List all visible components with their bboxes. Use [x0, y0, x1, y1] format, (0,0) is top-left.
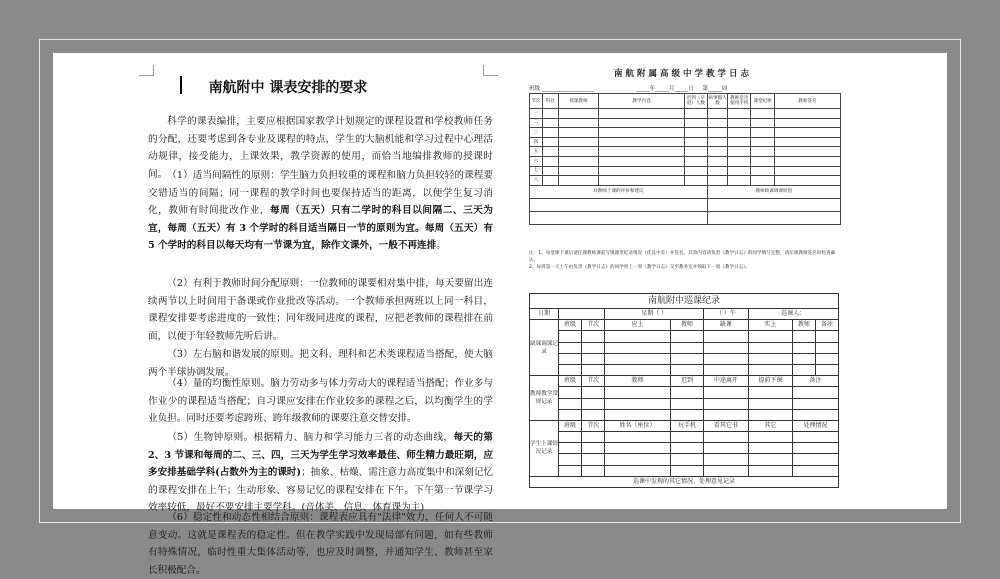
record-column-header: 班级: [559, 376, 582, 387]
record-entry-cell[interactable]: [670, 342, 704, 353]
record-entry-cell[interactable]: [605, 353, 671, 364]
log-entry-cell[interactable]: [707, 166, 728, 176]
log-absence-reason-cell[interactable]: [707, 211, 840, 224]
record-entry-cell[interactable]: [559, 443, 582, 454]
log-entry-cell[interactable]: [728, 147, 751, 157]
record-entry-cell[interactable]: [605, 342, 671, 353]
record-entry-cell[interactable]: [559, 387, 582, 398]
record-entry-cell[interactable]: [815, 364, 838, 375]
log-column-header: 课堂纪律: [751, 94, 775, 109]
log-absence-reason-cell[interactable]: [707, 198, 840, 211]
log-entry-cell[interactable]: [599, 156, 685, 166]
record-entry-cell[interactable]: [670, 443, 704, 454]
record-entry-cell[interactable]: [605, 465, 671, 476]
log-entry-cell[interactable]: [684, 147, 707, 157]
log-entry-cell[interactable]: [558, 128, 598, 138]
section-label: 学生上课情况记录: [530, 420, 559, 476]
section-label: 教师教学常规记录: [530, 376, 559, 421]
log-entry-cell[interactable]: [684, 166, 707, 176]
record-entry-cell[interactable]: [559, 465, 582, 476]
record-column-header: 迟到: [670, 376, 704, 387]
log-entry-cell[interactable]: [542, 176, 558, 186]
record-entry-cell[interactable]: [704, 342, 748, 353]
log-entry-cell[interactable]: [542, 147, 558, 157]
log-entry-cell[interactable]: [751, 147, 775, 157]
log-period-cell: 一: [530, 109, 543, 119]
log-entry-cell[interactable]: [751, 156, 775, 166]
log-entry-cell[interactable]: [558, 176, 598, 186]
record-column-header: 班级: [559, 320, 582, 331]
record-column-header: 缺课: [704, 320, 748, 331]
record-entry-cell[interactable]: [605, 331, 671, 342]
record-entry-cell[interactable]: [582, 364, 605, 375]
log-column-header: 教学内容: [599, 94, 685, 109]
record-entry-cell[interactable]: [582, 409, 605, 420]
record-entry-cell[interactable]: [670, 465, 704, 476]
record-entry-cell[interactable]: [704, 454, 748, 465]
record-entry-cell[interactable]: [748, 353, 792, 364]
schedule-requirements-document: [53, 53, 523, 576]
log-period-cell: 四: [530, 137, 543, 147]
log-entry-cell[interactable]: [728, 128, 751, 138]
log-entry-cell[interactable]: [707, 109, 728, 119]
record-footer: 巡课中发现的其它情况、处理意见记录: [530, 476, 839, 487]
record-entry-cell[interactable]: [704, 443, 748, 454]
log-entry-cell[interactable]: [728, 176, 751, 186]
log-row: [530, 176, 841, 186]
text-segment: （5）生物钟原则。根据精力、脑力和学习能力三者的动态曲线，: [167, 432, 454, 443]
log-evaluation-cell[interactable]: [530, 198, 708, 211]
record-entry-cell[interactable]: [748, 364, 792, 375]
log-entry-cell[interactable]: [774, 109, 840, 119]
log-entry-cell[interactable]: [751, 176, 775, 186]
log-note: 注：1、每堂课下课后请任课教师课前写填课堂纪录情况（优良中差）并签名。其余内容请负责《教学日志》的同学填写完整，请任课教师签名时检查确认。: [529, 251, 836, 263]
record-entry-cell[interactable]: [670, 398, 704, 409]
record-entry-cell[interactable]: [792, 364, 815, 375]
log-entry-cell[interactable]: [558, 137, 598, 147]
record-entry-cell[interactable]: [582, 454, 605, 465]
log-entry-cell[interactable]: [774, 137, 840, 147]
log-column-header: 病事假人数: [707, 94, 728, 109]
log-row: [530, 137, 841, 147]
log-entry-cell[interactable]: [774, 176, 840, 186]
record-entry-cell[interactable]: [582, 432, 605, 443]
log-entry-cell[interactable]: [707, 156, 728, 166]
document-title: 南航附中 课表安排的要求: [208, 80, 368, 96]
log-entry-cell[interactable]: [707, 118, 728, 128]
log-entry-cell[interactable]: [707, 128, 728, 138]
record-entry-cell[interactable]: [670, 331, 704, 342]
record-column-header: 实上: [748, 320, 792, 331]
record-entry-cell[interactable]: [748, 465, 792, 476]
log-row: [530, 147, 841, 157]
log-entry-cell[interactable]: [728, 109, 751, 119]
log-entry-cell[interactable]: [707, 147, 728, 157]
record-column-header: 看其它书: [704, 420, 748, 431]
log-entry-cell[interactable]: [599, 118, 685, 128]
log-period-cell: 六: [530, 156, 543, 166]
log-evaluation-label: 对教师上课的评价和建议: [530, 185, 708, 198]
record-entry-cell[interactable]: [704, 353, 748, 364]
log-entry-cell[interactable]: [751, 109, 775, 119]
record-entry-cell[interactable]: [605, 443, 671, 454]
log-period-cell: 八: [530, 176, 543, 186]
log-entry-cell[interactable]: [684, 128, 707, 138]
log-entry-cell[interactable]: [558, 147, 598, 157]
log-note: 2、每周第一天上午由负责《教学日志》的同学将上一周《教学日志》交至教务室并领取下一周《教学日志》。: [529, 265, 751, 270]
log-period-cell: 五: [530, 147, 543, 157]
log-absence-reason-label: 教师缺课调课原因: [707, 185, 840, 198]
record-entry-cell[interactable]: [670, 387, 704, 398]
log-period-cell: 三: [530, 128, 543, 138]
log-entry-cell[interactable]: [751, 166, 775, 176]
log-entry-cell[interactable]: [599, 147, 685, 157]
log-entry-cell[interactable]: [542, 156, 558, 166]
record-entry-cell[interactable]: [748, 342, 792, 353]
record-entry-cell[interactable]: [792, 443, 838, 454]
bold-text-segment: 每周（五天）只有二学时的科目以间隔二、三天为宜，每周（五天）有 3 个学时的科目适当隔日一节的原则为宜。每周（五天）有 5 个学时的科目以每天均有一节课为宜，除作文课外，一般不再连排: [148, 205, 494, 251]
record-entry-cell[interactable]: [792, 465, 838, 476]
bold-text-segment: 每天的第 2、3 节课和每周的二、三、四，三天为学生学习效率最佳、师生精力最旺期，应多安排基础学科(占数外为主的课时): [148, 432, 494, 478]
log-entry-cell[interactable]: [542, 128, 558, 138]
text-segment: （3）左右脑和谐发展的原则。把文科、理科和艺术类课程适当搭配，使大脑两个半球协调发展。: [148, 349, 493, 378]
log-entry-cell[interactable]: [684, 176, 707, 186]
log-column-header: 教师签名: [774, 94, 840, 109]
text-segment: （2）有利于教师时间分配原则：一位教师的课要相对集中排，每天要留出连续两节以上时间用于备课或作业批改等活动。一个教师承担两班以上同一科目，课程安排要考虑进度的一致性；同年级同进度的课程，应把老教师的课程排在前面，以便于年轻教师先听后讲。: [148, 278, 493, 342]
log-entry-cell[interactable]: [599, 128, 685, 138]
log-meta-line: 班级 ___________________ _____年_____月_____日 第_____周: [529, 86, 728, 92]
log-entry-cell[interactable]: [542, 166, 558, 176]
log-entry-cell[interactable]: [684, 118, 707, 128]
period-label: （ ）午: [704, 309, 748, 320]
log-entry-cell[interactable]: [751, 118, 775, 128]
record-entry-cell[interactable]: [582, 353, 605, 364]
date-cell[interactable]: [559, 309, 605, 320]
record-entry-cell[interactable]: [704, 364, 748, 375]
record-entry-cell[interactable]: [582, 342, 605, 353]
log-entry-cell[interactable]: [599, 166, 685, 176]
log-entry-cell[interactable]: [728, 137, 751, 147]
log-row: [530, 166, 841, 176]
record-entry-cell[interactable]: [670, 364, 704, 375]
text-segment: （1）适当间隔性的原则：学生脑力负担较重的课程和脑力负担较轻的课程要交错适当的间隔；同一课程的教学时间也要保持适当的距离，以便学生复习消化，教师有时间批改作业，: [148, 170, 493, 216]
log-entry-cell[interactable]: [707, 176, 728, 186]
record-entry-cell[interactable]: [559, 432, 582, 443]
date-label: 日期: [530, 309, 559, 320]
record-column-header: 应上: [605, 320, 671, 331]
record-entry-cell[interactable]: [792, 409, 838, 420]
log-entry-cell[interactable]: [751, 128, 775, 138]
section-label: 缺课调课记录: [530, 320, 559, 376]
record-column-header: 处理情况: [792, 420, 838, 431]
record-entry-cell[interactable]: [559, 353, 582, 364]
record-entry-cell[interactable]: [748, 443, 792, 454]
record-entry-cell[interactable]: [582, 443, 605, 454]
record-column-header: 教师: [792, 320, 815, 331]
text-segment: ；抽象、枯燥、需注意力高度集中和深刻记忆的课程安排在上午；生动形象、容易记忆的课程安排在下午。下午第一节课学习效率较低，最好不要安排主要学科。(音体美、信息、体育课为主): [148, 467, 494, 513]
record-column-header: 教师: [670, 320, 704, 331]
log-entry-cell[interactable]: [728, 166, 751, 176]
log-entry-cell[interactable]: [774, 128, 840, 138]
record-column-header: 节次: [582, 420, 605, 431]
record-entry-cell[interactable]: [582, 331, 605, 342]
record-entry-cell[interactable]: [748, 432, 792, 443]
log-entry-cell[interactable]: [728, 156, 751, 166]
log-entry-cell[interactable]: [684, 156, 707, 166]
record-entry-cell[interactable]: [748, 387, 792, 398]
record-column-header: 班级: [559, 420, 582, 431]
record-title: 南航附中巡课纪录: [530, 294, 839, 309]
record-entry-cell[interactable]: [704, 409, 748, 420]
text-segment: 。: [436, 240, 446, 251]
record-entry-cell[interactable]: [670, 432, 704, 443]
record-column-header: 备注: [815, 320, 838, 331]
log-entry-cell[interactable]: [751, 137, 775, 147]
record-entry-cell[interactable]: [704, 398, 748, 409]
record-entry-cell[interactable]: [748, 409, 792, 420]
record-entry-cell[interactable]: [792, 398, 838, 409]
record-entry-cell[interactable]: [559, 342, 582, 353]
log-column-header: 教师是否使用手机: [728, 94, 751, 109]
log-entry-cell[interactable]: [599, 137, 685, 147]
log-notes: [529, 250, 841, 271]
record-column-header: 节次: [582, 320, 605, 331]
log-entry-cell[interactable]: [558, 156, 598, 166]
record-entry-cell[interactable]: [748, 454, 792, 465]
log-column-header: 授课教师: [558, 94, 598, 109]
log-period-cell: 七: [530, 166, 543, 176]
document-paragraph: [148, 167, 493, 255]
inspector-label: 巡课人：: [748, 309, 838, 320]
slide-content: [53, 53, 947, 576]
record-entry-cell[interactable]: [815, 342, 838, 353]
record-entry-cell[interactable]: [670, 409, 704, 420]
log-entry-cell[interactable]: [542, 109, 558, 119]
record-entry-cell[interactable]: [559, 454, 582, 465]
record-entry-cell[interactable]: [605, 432, 671, 443]
record-column-header: 提前下课: [748, 376, 792, 387]
log-row: [530, 156, 841, 166]
log-row: [530, 128, 841, 138]
record-entry-cell[interactable]: [815, 353, 838, 364]
record-entry-cell[interactable]: [559, 331, 582, 342]
log-column-header: 迟到（早退）人数: [684, 94, 707, 109]
log-row: [530, 118, 841, 128]
log-entry-cell[interactable]: [542, 137, 558, 147]
record-entry-cell[interactable]: [792, 342, 815, 353]
record-entry-cell[interactable]: [704, 387, 748, 398]
record-entry-cell[interactable]: [792, 331, 815, 342]
document-paragraph: [148, 375, 493, 428]
weekday-label: 星期（ ）: [605, 309, 704, 320]
record-entry-cell[interactable]: [670, 454, 704, 465]
record-entry-cell[interactable]: [792, 454, 838, 465]
page-corner-mark: [483, 65, 498, 76]
log-entry-cell[interactable]: [599, 109, 685, 119]
log-entry-cell[interactable]: [558, 166, 598, 176]
record-entry-cell[interactable]: [605, 364, 671, 375]
record-column-header: 备注: [792, 376, 838, 387]
page-corner-mark: [139, 65, 154, 76]
record-entry-cell[interactable]: [582, 398, 605, 409]
text-segment: （6）稳定性和动态性相结合原则：课程表应具有"法律"效力，任何人不可随意变动。这就是课程表的稳定性。但在教学实践中发现局部有问题，如有些教师有特殊情况，临时性重大集体活动等，也应及时调整，并通知学生、教师甚至家长积极配合。: [148, 512, 493, 576]
document-paragraph: [148, 275, 493, 345]
text-segment: 科学的课表编排，主要应根据国家教学计划规定的课程设置和学校教师任务的分配，还要考虑到各专业及课程的特点，学生的大脑机能和学习过程中心理活动规律，接受能力，上课效果，教学资源的使用，而恰当地编排教师的授课时间。: [148, 116, 493, 180]
log-evaluation-cell[interactable]: [530, 211, 708, 224]
log-table: [529, 93, 841, 225]
log-entry-cell[interactable]: [684, 109, 707, 119]
record-entry-cell[interactable]: [605, 409, 671, 420]
record-entry-cell[interactable]: [792, 387, 838, 398]
record-column-header: 教师: [605, 376, 671, 387]
record-column-header: 中途离开: [704, 376, 748, 387]
record-entry-cell[interactable]: [815, 331, 838, 342]
log-entry-cell[interactable]: [558, 118, 598, 128]
record-entry-cell[interactable]: [559, 398, 582, 409]
record-entry-cell[interactable]: [605, 398, 671, 409]
log-entry-cell[interactable]: [774, 118, 840, 128]
record-column-header: 其它: [748, 420, 792, 431]
text-segment: （4）量的均衡性原则。脑力劳动多与体力劳动大的课程适当搭配；作业多与作业少的课程适当搭配；自习课应安排在作业较多的课程之后，以均衡学生的学业负担。同时还要考虑跨班、跨年级教师的课要注意交替安排。: [148, 378, 493, 424]
record-entry-cell[interactable]: [704, 432, 748, 443]
log-entry-cell[interactable]: [558, 109, 598, 119]
log-entry-cell[interactable]: [774, 166, 840, 176]
record-column-header: 节次: [582, 376, 605, 387]
record-entry-cell[interactable]: [704, 465, 748, 476]
record-entry-cell[interactable]: [792, 353, 815, 364]
record-entry-cell[interactable]: [670, 353, 704, 364]
record-entry-cell[interactable]: [582, 465, 605, 476]
log-entry-cell[interactable]: [728, 118, 751, 128]
record-entry-cell[interactable]: [605, 387, 671, 398]
record-entry-cell[interactable]: [704, 331, 748, 342]
log-entry-cell[interactable]: [707, 137, 728, 147]
record-entry-cell[interactable]: [559, 409, 582, 420]
record-entry-cell[interactable]: [748, 398, 792, 409]
log-row: [530, 109, 841, 119]
record-column-header: 玩手机: [670, 420, 704, 431]
log-entry-cell[interactable]: [599, 176, 685, 186]
log-entry-cell[interactable]: [542, 118, 558, 128]
record-column-header: 姓名（座位）: [605, 420, 671, 431]
log-period-cell: 二: [530, 118, 543, 128]
document-paragraph: [148, 429, 493, 517]
log-title: 南航附属高级中学教学日志: [613, 69, 752, 79]
log-column-header: 科目: [542, 94, 558, 109]
teaching-log-form: [525, 63, 841, 273]
patrol-record-form: [529, 293, 839, 493]
record-entry-cell[interactable]: [559, 364, 582, 375]
log-entry-cell[interactable]: [774, 156, 840, 166]
record-entry-cell[interactable]: [605, 454, 671, 465]
record-entry-cell[interactable]: [582, 387, 605, 398]
log-entry-cell[interactable]: [684, 137, 707, 147]
document-paragraph: [148, 509, 493, 579]
record-entry-cell[interactable]: [748, 331, 792, 342]
log-column-header: 节次: [530, 94, 543, 109]
log-entry-cell[interactable]: [774, 147, 840, 157]
record-entry-cell[interactable]: [792, 432, 838, 443]
patrol-record-table: [529, 293, 839, 488]
